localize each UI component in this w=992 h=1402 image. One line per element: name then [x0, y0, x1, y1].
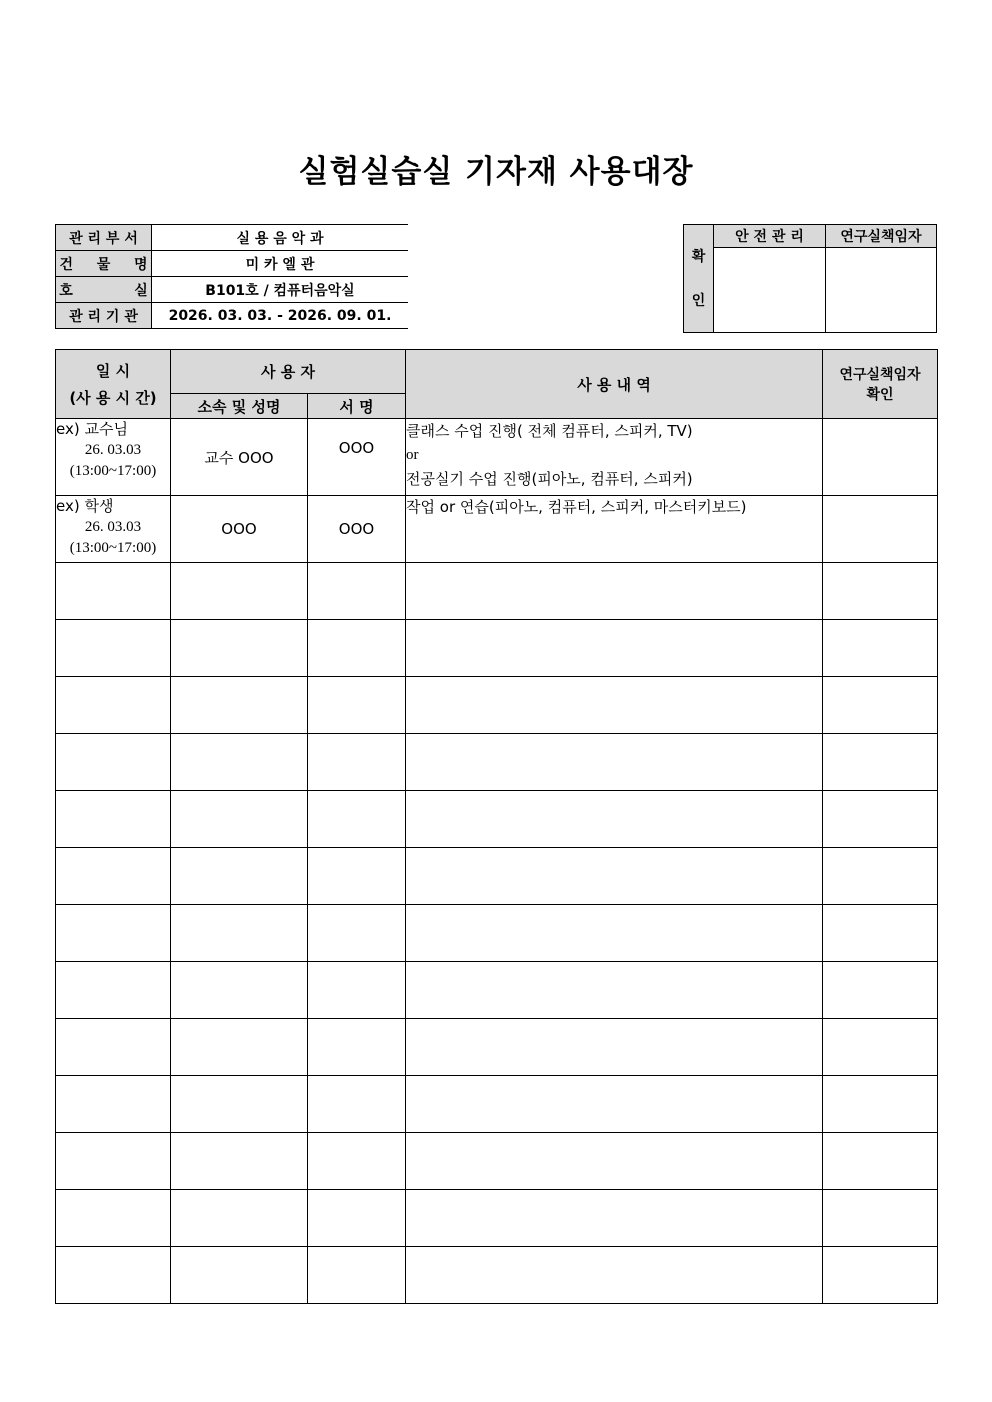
details-cell[interactable] — [406, 1076, 823, 1133]
signature-cell[interactable] — [308, 1247, 406, 1304]
header-user: 사 용 자 — [171, 350, 406, 394]
table-row — [56, 1133, 938, 1190]
info-value: 실 용 음 악 과 — [152, 225, 409, 251]
date-cell[interactable] — [56, 1133, 171, 1190]
table-row — [56, 848, 938, 905]
signature-cell[interactable] — [308, 962, 406, 1019]
example-detail-line: or — [406, 447, 419, 463]
affiliation-cell[interactable] — [171, 962, 308, 1019]
affiliation-cell[interactable] — [171, 1076, 308, 1133]
example-date: 26. 03.03 — [84, 442, 142, 458]
details-cell[interactable] — [406, 791, 823, 848]
info-label: 호 실 — [56, 277, 152, 303]
affiliation-cell[interactable] — [171, 1133, 308, 1190]
page-title: 실험실습실 기자재 사용대장 — [298, 154, 694, 190]
affiliation-cell[interactable] — [171, 791, 308, 848]
affiliation-cell[interactable] — [171, 563, 308, 620]
date-cell[interactable] — [56, 1019, 171, 1076]
confirm-side-char: 확 — [691, 248, 706, 265]
affiliation-cell[interactable] — [171, 1019, 308, 1076]
check-cell[interactable] — [823, 563, 938, 620]
signature-cell[interactable] — [308, 1019, 406, 1076]
table-row — [56, 620, 938, 677]
header-date-sublabel: (사 용 시 간) — [69, 389, 157, 407]
check-cell[interactable] — [823, 791, 938, 848]
table-row — [56, 419, 938, 496]
details-cell[interactable] — [406, 734, 823, 791]
date-cell[interactable] — [56, 734, 171, 791]
details-cell[interactable] — [406, 1019, 823, 1076]
example-detail-line: 전공실기 수업 진행(피아노, 컴퓨터, 스피커) — [406, 470, 693, 488]
signature-cell[interactable] — [308, 734, 406, 791]
signature-cell[interactable] — [308, 905, 406, 962]
header-check-sublabel: 확인 — [866, 387, 894, 403]
date-cell[interactable] — [56, 848, 171, 905]
check-cell[interactable] — [823, 1019, 938, 1076]
example-date-label: ex) 교수님 — [56, 420, 128, 438]
affiliation-cell[interactable] — [171, 1247, 308, 1304]
info-label: 건 물 명 — [56, 251, 152, 277]
details-cell[interactable] — [406, 677, 823, 734]
check-cell[interactable] — [823, 962, 938, 1019]
details-cell[interactable] — [406, 563, 823, 620]
info-table — [55, 224, 408, 329]
example-signature: OOO — [308, 419, 406, 496]
table-row — [56, 1190, 938, 1247]
info-label: 관 리 기 관 — [56, 303, 152, 329]
example-date-cell — [56, 496, 171, 563]
details-cell[interactable] — [406, 620, 823, 677]
signature-cell[interactable] — [308, 1076, 406, 1133]
date-cell[interactable] — [56, 905, 171, 962]
table-row — [56, 962, 938, 1019]
date-cell[interactable] — [56, 791, 171, 848]
example-affiliation: 교수 OOO — [171, 419, 308, 496]
confirm-side-char: 인 — [691, 292, 706, 309]
info-value: 미 카 엘 관 — [152, 251, 409, 277]
example-affiliation: OOO — [171, 496, 308, 563]
check-cell[interactable] — [823, 734, 938, 791]
info-value: 2026. 03. 03. - 2026. 09. 01. — [152, 303, 409, 329]
date-cell[interactable] — [56, 1247, 171, 1304]
table-row — [56, 496, 938, 563]
date-cell[interactable] — [56, 1076, 171, 1133]
header-check-label: 연구실책임자 — [839, 367, 921, 383]
table-row — [56, 1247, 938, 1304]
example-check-cell[interactable] — [823, 496, 938, 563]
date-cell[interactable] — [56, 620, 171, 677]
date-cell[interactable] — [56, 563, 171, 620]
example-detail-line: 클래스 수업 진행( 전체 컴퓨터, 스피커, TV) — [406, 422, 693, 440]
example-date-label: ex) 학생 — [56, 497, 114, 515]
info-row — [56, 225, 409, 251]
example-time: (13:00~17:00) — [69, 540, 157, 556]
confirm-table — [683, 224, 937, 333]
info-row — [56, 251, 409, 277]
signature-cell[interactable] — [308, 677, 406, 734]
example-check-cell[interactable] — [823, 419, 938, 496]
signature-cell[interactable] — [308, 1133, 406, 1190]
details-cell[interactable] — [406, 848, 823, 905]
signature-cell[interactable] — [308, 563, 406, 620]
check-cell[interactable] — [823, 1247, 938, 1304]
affiliation-cell[interactable] — [171, 677, 308, 734]
check-cell[interactable] — [823, 1190, 938, 1247]
header-details: 사 용 내 역 — [406, 350, 823, 419]
signature-cell[interactable] — [308, 620, 406, 677]
table-row — [56, 1076, 938, 1133]
date-cell[interactable] — [56, 677, 171, 734]
example-signature: OOO — [308, 496, 406, 563]
example-time: (13:00~17:00) — [69, 463, 157, 479]
affiliation-cell[interactable] — [171, 1190, 308, 1247]
check-cell[interactable] — [823, 1133, 938, 1190]
table-row — [56, 791, 938, 848]
affiliation-cell[interactable] — [171, 620, 308, 677]
check-cell[interactable] — [823, 848, 938, 905]
signature-cell[interactable] — [308, 791, 406, 848]
date-cell[interactable] — [56, 962, 171, 1019]
affiliation-cell[interactable] — [171, 905, 308, 962]
table-row — [56, 905, 938, 962]
signature-cell[interactable] — [308, 1190, 406, 1247]
example-date-cell — [56, 419, 171, 496]
check-cell[interactable] — [823, 677, 938, 734]
affiliation-cell[interactable] — [171, 848, 308, 905]
info-row — [56, 303, 409, 329]
table-row — [56, 563, 938, 620]
header-date — [56, 350, 171, 419]
details-cell[interactable] — [406, 905, 823, 962]
table-row — [56, 734, 938, 791]
usage-table — [55, 349, 938, 1304]
info-row — [56, 277, 409, 303]
signature-cell[interactable] — [308, 848, 406, 905]
details-cell[interactable] — [406, 962, 823, 1019]
confirm-header-safety: 안 전 관 리 — [714, 225, 826, 248]
info-value: B101호 / 컴퓨터음악실 — [152, 277, 409, 303]
table-row — [56, 1019, 938, 1076]
details-cell[interactable] — [406, 1247, 823, 1304]
table-row — [56, 677, 938, 734]
check-cell[interactable] — [823, 1076, 938, 1133]
header-affiliation: 소속 및 성명 — [171, 394, 308, 419]
header-check — [823, 350, 938, 419]
example-details-cell — [406, 496, 823, 563]
example-date: 26. 03.03 — [84, 519, 142, 535]
details-cell[interactable] — [406, 1133, 823, 1190]
confirm-header-manager: 연구실책임자 — [826, 225, 937, 248]
date-cell[interactable] — [56, 1190, 171, 1247]
confirm-side-label — [684, 225, 714, 333]
confirm-safety-sign-box[interactable] — [714, 248, 826, 333]
details-cell[interactable] — [406, 1190, 823, 1247]
check-cell[interactable] — [823, 905, 938, 962]
info-label: 관 리 부 서 — [56, 225, 152, 251]
check-cell[interactable] — [823, 620, 938, 677]
header-signature: 서 명 — [308, 394, 406, 419]
affiliation-cell[interactable] — [171, 734, 308, 791]
header-date-label: 일 시 — [95, 362, 131, 380]
example-detail-line: 작업 or 연습(피아노, 컴퓨터, 스피커, 마스터키보드) — [406, 498, 747, 516]
example-details-cell — [406, 419, 823, 496]
confirm-manager-sign-box[interactable] — [826, 248, 937, 333]
